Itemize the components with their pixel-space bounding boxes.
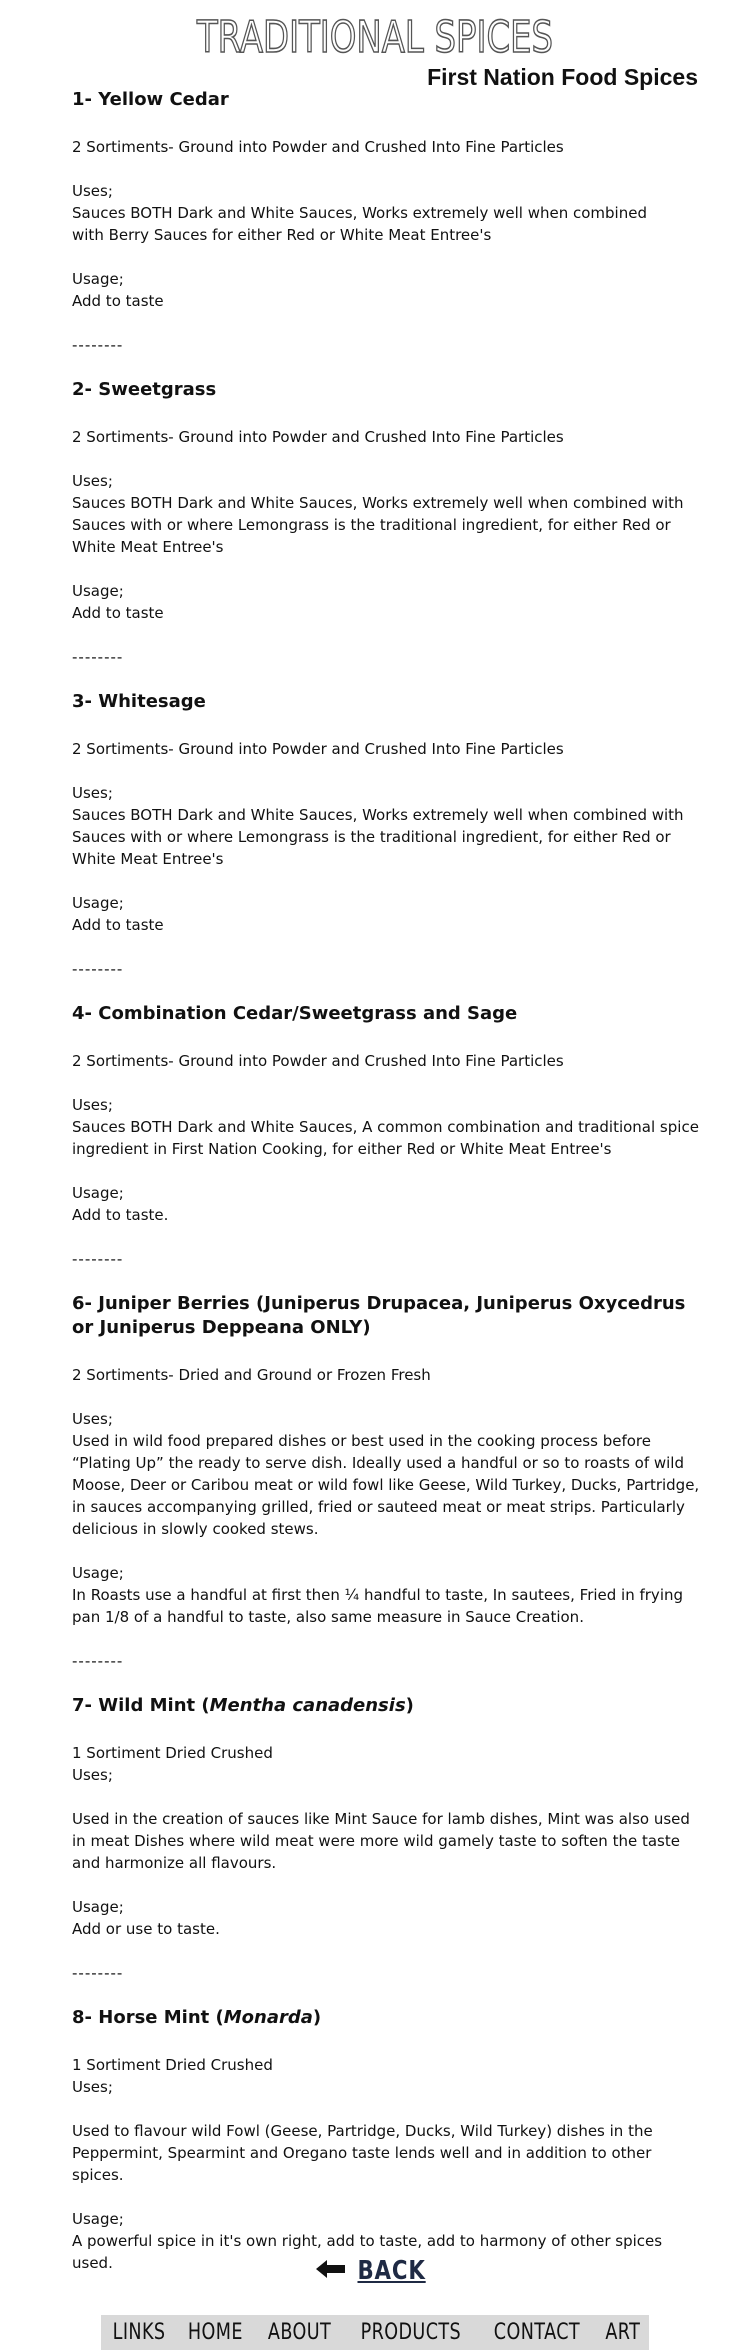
spice-sortiments (72, 1742, 702, 1786)
uses-label: Uses; (72, 2078, 113, 2096)
uses-label: Uses; (72, 1766, 113, 1784)
spice-usage (72, 580, 702, 624)
spice-title: 6- Juniper Berries (Juniperus Drupacea, Juniperus Oxycedrus or Juniperus Deppeana ONLY) (72, 1293, 686, 1338)
title-suffix: ) (405, 1695, 414, 1716)
separator: -------- (72, 648, 124, 666)
spice-title (72, 2006, 702, 2030)
usage-text: Add to taste (72, 292, 164, 310)
usage-text: Add to taste. (72, 1206, 169, 1224)
spice-usage (72, 1896, 702, 1940)
usage-label: Usage; (72, 270, 124, 288)
usage-label: Usage; (72, 1184, 124, 1202)
spice-usage (72, 1562, 702, 1628)
logo-wordmark (195, 6, 555, 64)
spice-usage (72, 1182, 702, 1226)
spice-sortiments: 2 Sortiments- Dried and Ground or Frozen Fresh (72, 1366, 431, 1384)
uses-label: Uses; (72, 784, 113, 802)
spice-sortiments: 2 Sortiments- Ground into Powder and Crushed Into Fine Particles (72, 428, 564, 446)
usage-label: Usage; (72, 1898, 124, 1916)
spice-uses (72, 1408, 702, 1540)
logo-text: TRADITIONAL SPICES (196, 12, 554, 63)
footer-nav (101, 2315, 649, 2350)
spice-entry-sweetgrass (72, 378, 702, 668)
separator: -------- (72, 1250, 124, 1268)
spice-sortiments: 2 Sortiments- Ground into Powder and Crushed Into Fine Particles (72, 740, 564, 758)
spice-sortiments: 2 Sortiments- Ground into Powder and Crushed Into Fine Particles (72, 138, 564, 156)
site-logo (0, 6, 750, 64)
spice-entry-wild-mint (72, 1694, 702, 1984)
spice-entry-whitesage (72, 690, 702, 980)
usage-label: Usage; (72, 1564, 124, 1582)
back-label[interactable]: BACK (357, 2256, 427, 2286)
separator: -------- (72, 1652, 124, 1670)
spice-uses (72, 470, 702, 558)
spice-entry-horse-mint (72, 2006, 702, 2274)
usage-text: A powerful spice in it's own right, add to taste, add to harmony of other spices used. (72, 2232, 663, 2272)
left-arrow-icon[interactable] (316, 2259, 346, 2283)
uses-text: Sauces BOTH Dark and White Sauces, Works extremely well when combined with Sauces with or where Lemongrass is the traditional ingredient, for either Red or White Meat Entree's (72, 806, 684, 868)
spice-uses (72, 180, 702, 246)
uses-text: Used in wild food prepared dishes or best used in the cooking process before “Plating Up” the ready to serve dish. Ideally used a handful or so to roasts of wild Moose, Deer or Caribou meat or wild fowl like Geese, Wild Turkey, Ducks, Partridge, in sauces accompanying grilled, fried or sauteed meat or meat strips. Particularly delicious in slowly cooked stews. (72, 1432, 700, 1538)
usage-text: Add to taste (72, 604, 164, 622)
spice-entry-juniper-berries (72, 1292, 702, 1672)
title-latin-name: Mentha canadensis (209, 1695, 406, 1716)
separator: -------- (72, 1964, 124, 1982)
spice-title (72, 1694, 702, 1718)
spice-uses (72, 782, 702, 870)
spice-uses: Used in the creation of sauces like Mint Sauce for lamb dishes, Mint was also used in meat Dishes where wild meat were more wild gamely taste to soften the taste and harmonize all flavours. (72, 1810, 690, 1872)
nav-link-contact[interactable]: CONTACT (494, 2320, 581, 2345)
title-prefix: 7- Wild Mint ( (72, 1695, 210, 1716)
separator: -------- (72, 336, 124, 354)
usage-text: Add to taste (72, 916, 164, 934)
nav-link-about[interactable]: ABOUT (267, 2320, 331, 2345)
spice-title: 2- Sweetgrass (72, 379, 217, 400)
uses-label: Uses; (72, 1410, 113, 1428)
uses-text: Sauces BOTH Dark and White Sauces, Works extremely well when combined with Sauces with or where Lemongrass is the traditional ingredient, for either Red or White Meat Entree's (72, 494, 684, 556)
spice-entry-yellow-cedar (72, 88, 702, 356)
spice-title: 3- Whitesage (72, 691, 206, 712)
spice-list (72, 88, 702, 2296)
uses-label: Uses; (72, 472, 113, 490)
spice-entry-combination (72, 1002, 702, 1270)
uses-text-line-2: with Berry Sauces for either Red or White Meat Entree's (72, 226, 492, 244)
usage-text: Add or use to taste. (72, 1920, 220, 1938)
spice-sortiments (72, 2054, 702, 2098)
separator: -------- (72, 960, 124, 978)
sortiments-text: 1 Sortiment Dried Crushed (72, 2056, 273, 2074)
usage-label: Usage; (72, 582, 124, 600)
title-latin-name: Monarda (223, 2007, 313, 2028)
usage-text: In Roasts use a handful at first then ¼ handful to taste, In sautees, Fried in frying pan 1/8 of a handful to taste, also same measure in Sauce Creation. (72, 1586, 684, 1626)
spice-title: 1- Yellow Cedar (72, 89, 229, 110)
spice-title: 4- Combination Cedar/Sweetgrass and Sage (72, 1003, 518, 1024)
nav-link-links[interactable]: LINKS (112, 2320, 166, 2345)
back-link[interactable] (0, 2256, 750, 2286)
title-suffix: ) (312, 2007, 322, 2028)
nav-link-art[interactable]: ART (604, 2320, 640, 2345)
uses-label: Uses; (72, 1096, 113, 1114)
nav-link-products[interactable]: PRODUCTS (360, 2320, 462, 2345)
usage-label: Usage; (72, 2210, 124, 2228)
spice-uses (72, 1094, 702, 1160)
spice-usage (72, 892, 702, 936)
spice-usage (72, 268, 702, 312)
uses-text-line-1: Sauces BOTH Dark and White Sauces, Works extremely well when combined (72, 204, 647, 222)
uses-label: Uses; (72, 182, 113, 200)
nav-link-home[interactable]: HOME (188, 2320, 244, 2345)
usage-label: Usage; (72, 894, 124, 912)
spice-sortiments: 2 Sortiments- Ground into Powder and Crushed Into Fine Particles (72, 1052, 564, 1070)
spice-uses: Used to flavour wild Fowl (Geese, Partridge, Ducks, Wild Turkey) dishes in the Peppermint, Spearmint and Oregano taste lends well and in addition to other spices. (72, 2122, 653, 2184)
page-subtitle: First Nation Food Spices (427, 64, 698, 90)
title-prefix: 8- Horse Mint ( (72, 2007, 224, 2028)
uses-text: Sauces BOTH Dark and White Sauces, A common combination and traditional spice ingredient in First Nation Cooking, for either Red or White Meat Entree's (72, 1118, 699, 1158)
sortiments-text: 1 Sortiment Dried Crushed (72, 1744, 273, 1762)
